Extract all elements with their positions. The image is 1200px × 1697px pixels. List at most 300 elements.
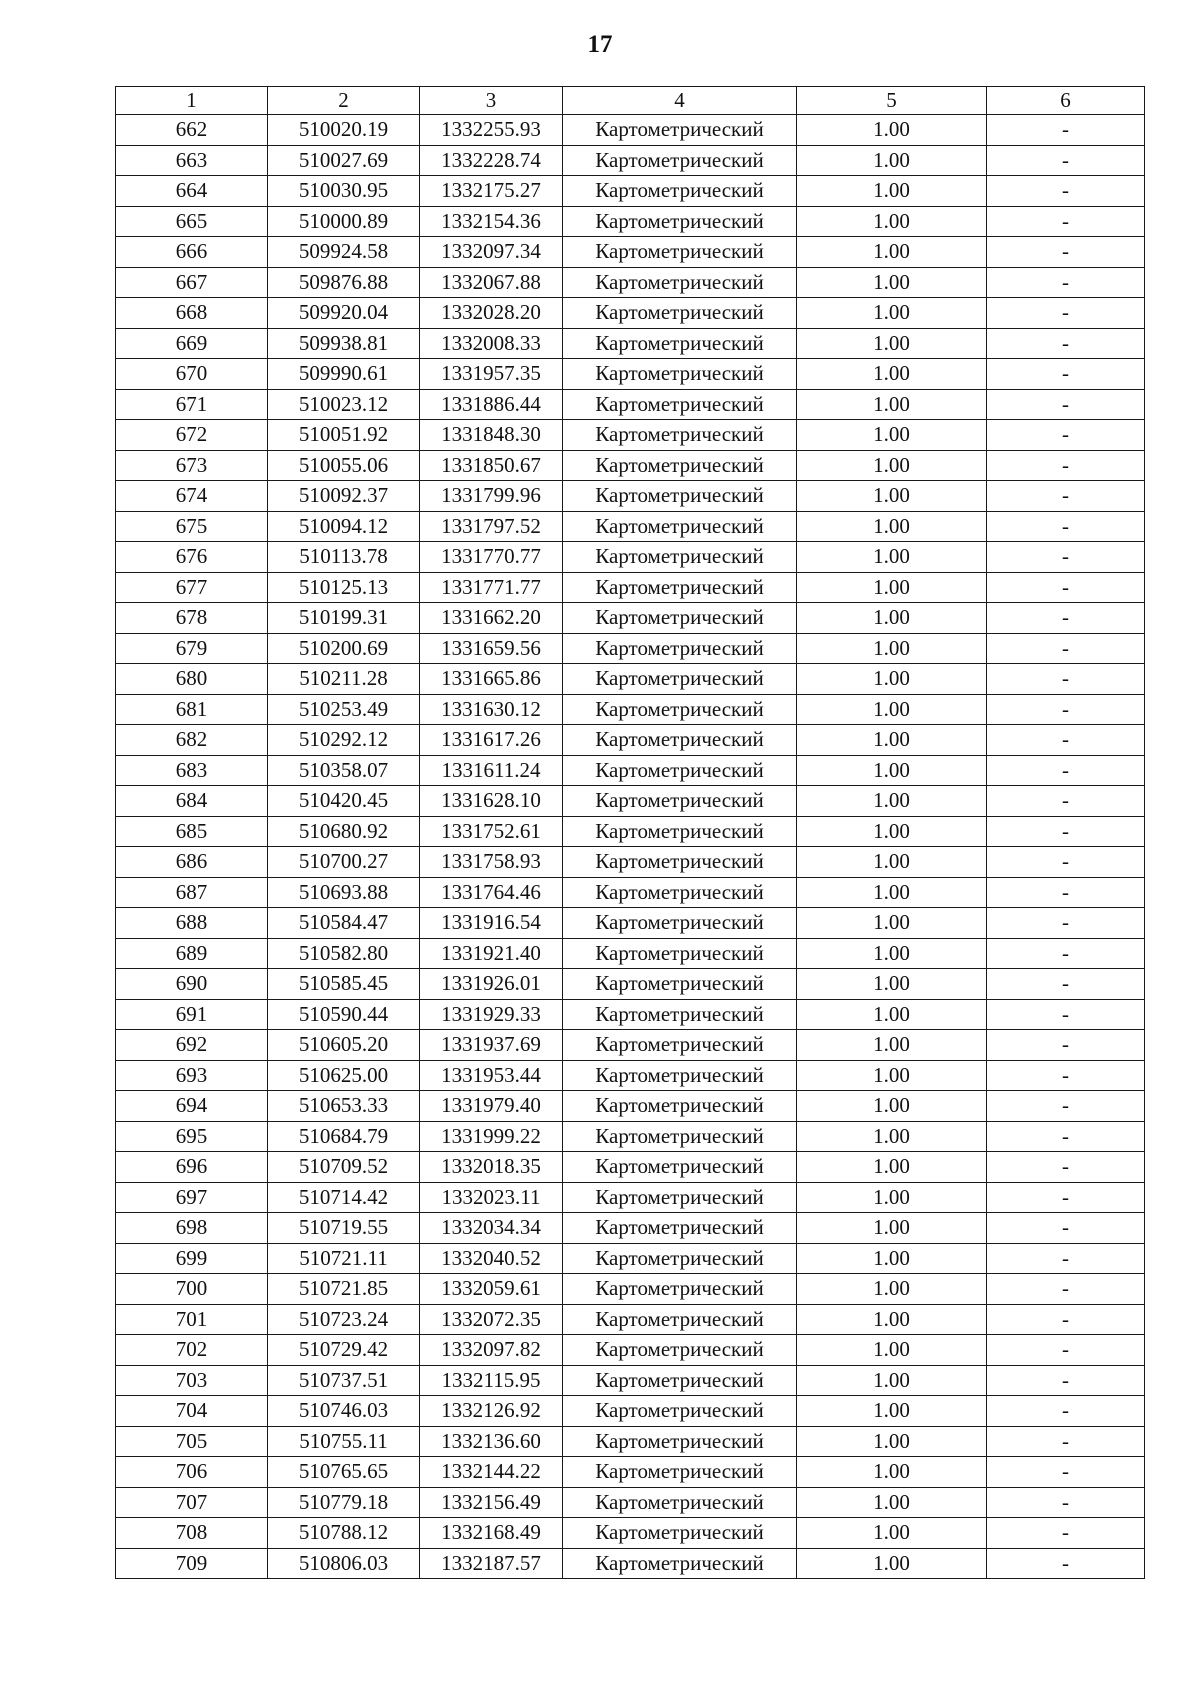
accuracy-cell: 1.00 [797, 389, 987, 420]
table-row [116, 359, 1145, 390]
x-coordinate-cell: 510729.42 [268, 1335, 420, 1366]
x-coordinate-cell: 510605.20 [268, 1030, 420, 1061]
header-cell-2: 2 [268, 87, 420, 115]
x-coordinate-cell: 510746.03 [268, 1396, 420, 1427]
method-cell: Картометрический [563, 969, 797, 1000]
description-cell: - [987, 1030, 1145, 1061]
x-coordinate-cell: 510199.31 [268, 603, 420, 634]
method-cell: Картометрический [563, 786, 797, 817]
y-coordinate-cell: 1331999.22 [420, 1121, 563, 1152]
accuracy-cell: 1.00 [797, 1091, 987, 1122]
point-number-cell: 678 [116, 603, 268, 634]
point-number-cell: 670 [116, 359, 268, 390]
description-cell: - [987, 816, 1145, 847]
description-cell: - [987, 664, 1145, 695]
x-coordinate-cell: 510055.06 [268, 450, 420, 481]
point-number-cell: 705 [116, 1426, 268, 1457]
x-coordinate-cell: 510585.45 [268, 969, 420, 1000]
method-cell: Картометрический [563, 1213, 797, 1244]
y-coordinate-cell: 1332008.33 [420, 328, 563, 359]
method-cell: Картометрический [563, 603, 797, 634]
header-cell-4: 4 [563, 87, 797, 115]
table-row [116, 1091, 1145, 1122]
description-cell: - [987, 786, 1145, 817]
accuracy-cell: 1.00 [797, 1365, 987, 1396]
y-coordinate-cell: 1332067.88 [420, 267, 563, 298]
description-cell: - [987, 908, 1145, 939]
description-cell: - [987, 389, 1145, 420]
method-cell: Картометрический [563, 237, 797, 268]
point-number-cell: 682 [116, 725, 268, 756]
method-cell: Картометрический [563, 1030, 797, 1061]
method-cell: Картометрический [563, 1487, 797, 1518]
accuracy-cell: 1.00 [797, 1274, 987, 1305]
point-number-cell: 699 [116, 1243, 268, 1274]
table-row [116, 1487, 1145, 1518]
accuracy-cell: 1.00 [797, 1243, 987, 1274]
method-cell: Картометрический [563, 1365, 797, 1396]
x-coordinate-cell: 510693.88 [268, 877, 420, 908]
x-coordinate-cell: 510051.92 [268, 420, 420, 451]
method-cell: Картометрический [563, 1304, 797, 1335]
point-number-cell: 684 [116, 786, 268, 817]
point-number-cell: 680 [116, 664, 268, 695]
y-coordinate-cell: 1331979.40 [420, 1091, 563, 1122]
description-cell: - [987, 328, 1145, 359]
accuracy-cell: 1.00 [797, 237, 987, 268]
y-coordinate-cell: 1331770.77 [420, 542, 563, 573]
accuracy-cell: 1.00 [797, 908, 987, 939]
description-cell: - [987, 206, 1145, 237]
point-number-cell: 700 [116, 1274, 268, 1305]
table-row [116, 1304, 1145, 1335]
point-number-cell: 662 [116, 115, 268, 146]
method-cell: Картометрический [563, 908, 797, 939]
point-number-cell: 689 [116, 938, 268, 969]
description-cell: - [987, 1487, 1145, 1518]
table-row [116, 1152, 1145, 1183]
method-cell: Картометрический [563, 359, 797, 390]
table-row [116, 969, 1145, 1000]
accuracy-cell: 1.00 [797, 206, 987, 237]
y-coordinate-cell: 1332187.57 [420, 1548, 563, 1579]
accuracy-cell: 1.00 [797, 755, 987, 786]
point-number-cell: 673 [116, 450, 268, 481]
table-row [116, 877, 1145, 908]
x-coordinate-cell: 510721.11 [268, 1243, 420, 1274]
description-cell: - [987, 1213, 1145, 1244]
point-number-cell: 691 [116, 999, 268, 1030]
header-cell-3: 3 [420, 87, 563, 115]
point-number-cell: 693 [116, 1060, 268, 1091]
accuracy-cell: 1.00 [797, 176, 987, 207]
accuracy-cell: 1.00 [797, 1335, 987, 1366]
y-coordinate-cell: 1331665.86 [420, 664, 563, 695]
accuracy-cell: 1.00 [797, 1182, 987, 1213]
accuracy-cell: 1.00 [797, 1213, 987, 1244]
header-cell-5: 5 [797, 87, 987, 115]
x-coordinate-cell: 510680.92 [268, 816, 420, 847]
accuracy-cell: 1.00 [797, 1396, 987, 1427]
point-number-cell: 663 [116, 145, 268, 176]
description-cell: - [987, 969, 1145, 1000]
description-cell: - [987, 877, 1145, 908]
point-number-cell: 704 [116, 1396, 268, 1427]
point-number-cell: 706 [116, 1457, 268, 1488]
y-coordinate-cell: 1332028.20 [420, 298, 563, 329]
y-coordinate-cell: 1331611.24 [420, 755, 563, 786]
description-cell: - [987, 755, 1145, 786]
accuracy-cell: 1.00 [797, 969, 987, 1000]
accuracy-cell: 1.00 [797, 694, 987, 725]
point-number-cell: 702 [116, 1335, 268, 1366]
accuracy-cell: 1.00 [797, 816, 987, 847]
x-coordinate-cell: 509924.58 [268, 237, 420, 268]
table-row [116, 328, 1145, 359]
x-coordinate-cell: 510292.12 [268, 725, 420, 756]
y-coordinate-cell: 1332175.27 [420, 176, 563, 207]
y-coordinate-cell: 1331752.61 [420, 816, 563, 847]
y-coordinate-cell: 1331799.96 [420, 481, 563, 512]
method-cell: Картометрический [563, 1243, 797, 1274]
description-cell: - [987, 847, 1145, 878]
x-coordinate-cell: 510714.42 [268, 1182, 420, 1213]
accuracy-cell: 1.00 [797, 1518, 987, 1549]
table-row [116, 206, 1145, 237]
x-coordinate-cell: 510765.65 [268, 1457, 420, 1488]
y-coordinate-cell: 1331886.44 [420, 389, 563, 420]
point-number-cell: 666 [116, 237, 268, 268]
accuracy-cell: 1.00 [797, 1121, 987, 1152]
point-number-cell: 694 [116, 1091, 268, 1122]
y-coordinate-cell: 1331921.40 [420, 938, 563, 969]
accuracy-cell: 1.00 [797, 420, 987, 451]
accuracy-cell: 1.00 [797, 938, 987, 969]
y-coordinate-cell: 1332136.60 [420, 1426, 563, 1457]
point-number-cell: 707 [116, 1487, 268, 1518]
accuracy-cell: 1.00 [797, 603, 987, 634]
y-coordinate-cell: 1332040.52 [420, 1243, 563, 1274]
accuracy-cell: 1.00 [797, 572, 987, 603]
accuracy-cell: 1.00 [797, 328, 987, 359]
table-row [116, 1426, 1145, 1457]
y-coordinate-cell: 1332023.11 [420, 1182, 563, 1213]
point-number-cell: 690 [116, 969, 268, 1000]
x-coordinate-cell: 510420.45 [268, 786, 420, 817]
accuracy-cell: 1.00 [797, 511, 987, 542]
x-coordinate-cell: 509920.04 [268, 298, 420, 329]
point-number-cell: 685 [116, 816, 268, 847]
method-cell: Картометрический [563, 572, 797, 603]
y-coordinate-cell: 1332126.92 [420, 1396, 563, 1427]
method-cell: Картометрический [563, 755, 797, 786]
table-row [116, 1335, 1145, 1366]
x-coordinate-cell: 510700.27 [268, 847, 420, 878]
description-cell: - [987, 694, 1145, 725]
table-row [116, 633, 1145, 664]
accuracy-cell: 1.00 [797, 1487, 987, 1518]
table-row [116, 725, 1145, 756]
y-coordinate-cell: 1331628.10 [420, 786, 563, 817]
x-coordinate-cell: 510625.00 [268, 1060, 420, 1091]
table-row [116, 1396, 1145, 1427]
y-coordinate-cell: 1331764.46 [420, 877, 563, 908]
method-cell: Картометрический [563, 1396, 797, 1427]
accuracy-cell: 1.00 [797, 633, 987, 664]
y-coordinate-cell: 1332144.22 [420, 1457, 563, 1488]
x-coordinate-cell: 510721.85 [268, 1274, 420, 1305]
point-number-cell: 668 [116, 298, 268, 329]
table-header [116, 87, 1145, 115]
description-cell: - [987, 1060, 1145, 1091]
description-cell: - [987, 1457, 1145, 1488]
method-cell: Картометрический [563, 1518, 797, 1549]
table-row [116, 1365, 1145, 1396]
accuracy-cell: 1.00 [797, 542, 987, 573]
description-cell: - [987, 1152, 1145, 1183]
description-cell: - [987, 1121, 1145, 1152]
y-coordinate-cell: 1331617.26 [420, 725, 563, 756]
description-cell: - [987, 999, 1145, 1030]
description-cell: - [987, 572, 1145, 603]
method-cell: Картометрический [563, 1060, 797, 1091]
method-cell: Картометрический [563, 206, 797, 237]
accuracy-cell: 1.00 [797, 847, 987, 878]
description-cell: - [987, 145, 1145, 176]
y-coordinate-cell: 1331850.67 [420, 450, 563, 481]
description-cell: - [987, 1182, 1145, 1213]
accuracy-cell: 1.00 [797, 1457, 987, 1488]
method-cell: Картометрический [563, 389, 797, 420]
table-row [116, 145, 1145, 176]
accuracy-cell: 1.00 [797, 450, 987, 481]
table-row [116, 938, 1145, 969]
point-number-cell: 681 [116, 694, 268, 725]
table-row [116, 542, 1145, 573]
table-row [116, 664, 1145, 695]
accuracy-cell: 1.00 [797, 145, 987, 176]
point-number-cell: 671 [116, 389, 268, 420]
x-coordinate-cell: 510125.13 [268, 572, 420, 603]
y-coordinate-cell: 1331758.93 [420, 847, 563, 878]
x-coordinate-cell: 509990.61 [268, 359, 420, 390]
table-row [116, 420, 1145, 451]
accuracy-cell: 1.00 [797, 1304, 987, 1335]
point-number-cell: 695 [116, 1121, 268, 1152]
accuracy-cell: 1.00 [797, 1060, 987, 1091]
accuracy-cell: 1.00 [797, 1030, 987, 1061]
method-cell: Картометрический [563, 1091, 797, 1122]
x-coordinate-cell: 510358.07 [268, 755, 420, 786]
method-cell: Картометрический [563, 1426, 797, 1457]
point-number-cell: 674 [116, 481, 268, 512]
method-cell: Картометрический [563, 511, 797, 542]
x-coordinate-cell: 510788.12 [268, 1518, 420, 1549]
x-coordinate-cell: 509876.88 [268, 267, 420, 298]
coordinates-table [115, 86, 1145, 1579]
method-cell: Картометрический [563, 816, 797, 847]
point-number-cell: 687 [116, 877, 268, 908]
point-number-cell: 708 [116, 1518, 268, 1549]
method-cell: Картометрический [563, 1548, 797, 1579]
point-number-cell: 669 [116, 328, 268, 359]
x-coordinate-cell: 510211.28 [268, 664, 420, 695]
description-cell: - [987, 725, 1145, 756]
x-coordinate-cell: 510584.47 [268, 908, 420, 939]
description-cell: - [987, 1548, 1145, 1579]
table-row [116, 1457, 1145, 1488]
method-cell: Картометрический [563, 847, 797, 878]
table-row [116, 237, 1145, 268]
method-cell: Картометрический [563, 694, 797, 725]
y-coordinate-cell: 1332168.49 [420, 1518, 563, 1549]
table-row [116, 1182, 1145, 1213]
y-coordinate-cell: 1331929.33 [420, 999, 563, 1030]
method-cell: Картометрический [563, 267, 797, 298]
point-number-cell: 709 [116, 1548, 268, 1579]
accuracy-cell: 1.00 [797, 664, 987, 695]
y-coordinate-cell: 1331662.20 [420, 603, 563, 634]
y-coordinate-cell: 1332154.36 [420, 206, 563, 237]
method-cell: Картометрический [563, 633, 797, 664]
y-coordinate-cell: 1331957.35 [420, 359, 563, 390]
point-number-cell: 676 [116, 542, 268, 573]
x-coordinate-cell: 510113.78 [268, 542, 420, 573]
method-cell: Картометрический [563, 1457, 797, 1488]
point-number-cell: 664 [116, 176, 268, 207]
description-cell: - [987, 1243, 1145, 1274]
table-row [116, 1243, 1145, 1274]
x-coordinate-cell: 510092.37 [268, 481, 420, 512]
description-cell: - [987, 1365, 1145, 1396]
table-row [116, 999, 1145, 1030]
x-coordinate-cell: 510723.24 [268, 1304, 420, 1335]
table-row [116, 847, 1145, 878]
y-coordinate-cell: 1332072.35 [420, 1304, 563, 1335]
table-body [116, 115, 1145, 1579]
description-cell: - [987, 450, 1145, 481]
method-cell: Картометрический [563, 450, 797, 481]
y-coordinate-cell: 1332228.74 [420, 145, 563, 176]
x-coordinate-cell: 510253.49 [268, 694, 420, 725]
table-row [116, 1060, 1145, 1091]
y-coordinate-cell: 1331937.69 [420, 1030, 563, 1061]
y-coordinate-cell: 1332115.95 [420, 1365, 563, 1396]
description-cell: - [987, 511, 1145, 542]
method-cell: Картометрический [563, 1335, 797, 1366]
method-cell: Картометрический [563, 420, 797, 451]
method-cell: Картометрический [563, 115, 797, 146]
method-cell: Картометрический [563, 877, 797, 908]
page-number: 17 [587, 31, 613, 58]
method-cell: Картометрический [563, 664, 797, 695]
description-cell: - [987, 1335, 1145, 1366]
description-cell: - [987, 938, 1145, 969]
point-number-cell: 697 [116, 1182, 268, 1213]
description-cell: - [987, 420, 1145, 451]
accuracy-cell: 1.00 [797, 298, 987, 329]
x-coordinate-cell: 510755.11 [268, 1426, 420, 1457]
method-cell: Картометрический [563, 1152, 797, 1183]
method-cell: Картометрический [563, 481, 797, 512]
method-cell: Картометрический [563, 145, 797, 176]
table-row [116, 1121, 1145, 1152]
method-cell: Картометрический [563, 938, 797, 969]
method-cell: Картометрический [563, 999, 797, 1030]
x-coordinate-cell: 510027.69 [268, 145, 420, 176]
table-row [116, 481, 1145, 512]
description-cell: - [987, 176, 1145, 207]
description-cell: - [987, 1518, 1145, 1549]
accuracy-cell: 1.00 [797, 481, 987, 512]
description-cell: - [987, 1274, 1145, 1305]
accuracy-cell: 1.00 [797, 999, 987, 1030]
table-row [116, 1030, 1145, 1061]
y-coordinate-cell: 1332018.35 [420, 1152, 563, 1183]
y-coordinate-cell: 1331659.56 [420, 633, 563, 664]
x-coordinate-cell: 510684.79 [268, 1121, 420, 1152]
table-row [116, 1518, 1145, 1549]
y-coordinate-cell: 1331926.01 [420, 969, 563, 1000]
accuracy-cell: 1.00 [797, 1548, 987, 1579]
x-coordinate-cell: 510200.69 [268, 633, 420, 664]
table-row [116, 115, 1145, 146]
y-coordinate-cell: 1331953.44 [420, 1060, 563, 1091]
description-cell: - [987, 603, 1145, 634]
point-number-cell: 692 [116, 1030, 268, 1061]
description-cell: - [987, 267, 1145, 298]
table-row [116, 511, 1145, 542]
description-cell: - [987, 633, 1145, 664]
x-coordinate-cell: 510000.89 [268, 206, 420, 237]
x-coordinate-cell: 510023.12 [268, 389, 420, 420]
method-cell: Картометрический [563, 542, 797, 573]
method-cell: Картометрический [563, 328, 797, 359]
table-row [116, 450, 1145, 481]
accuracy-cell: 1.00 [797, 1426, 987, 1457]
description-cell: - [987, 542, 1145, 573]
x-coordinate-cell: 510020.19 [268, 115, 420, 146]
table-row [116, 267, 1145, 298]
method-cell: Картометрический [563, 725, 797, 756]
x-coordinate-cell: 510653.33 [268, 1091, 420, 1122]
x-coordinate-cell: 510030.95 [268, 176, 420, 207]
point-number-cell: 703 [116, 1365, 268, 1396]
x-coordinate-cell: 510590.44 [268, 999, 420, 1030]
point-number-cell: 698 [116, 1213, 268, 1244]
method-cell: Картометрический [563, 1182, 797, 1213]
point-number-cell: 667 [116, 267, 268, 298]
point-number-cell: 677 [116, 572, 268, 603]
y-coordinate-cell: 1332034.34 [420, 1213, 563, 1244]
x-coordinate-cell: 510806.03 [268, 1548, 420, 1579]
point-number-cell: 672 [116, 420, 268, 451]
header-cell-6: 6 [987, 87, 1145, 115]
y-coordinate-cell: 1331771.77 [420, 572, 563, 603]
description-cell: - [987, 359, 1145, 390]
accuracy-cell: 1.00 [797, 786, 987, 817]
accuracy-cell: 1.00 [797, 359, 987, 390]
table-row [116, 694, 1145, 725]
table-row [116, 755, 1145, 786]
header-row [116, 87, 1145, 115]
description-cell: - [987, 1304, 1145, 1335]
accuracy-cell: 1.00 [797, 725, 987, 756]
table-row [116, 1548, 1145, 1579]
table-row [116, 1213, 1145, 1244]
header-cell-1: 1 [116, 87, 268, 115]
accuracy-cell: 1.00 [797, 115, 987, 146]
